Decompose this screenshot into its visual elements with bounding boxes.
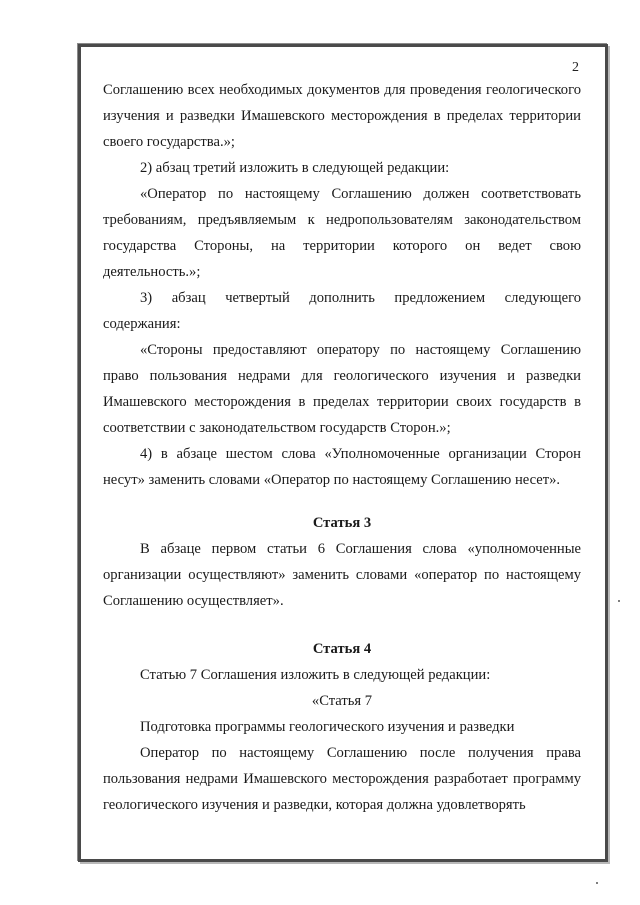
paragraph: Статью 7 Соглашения изложить в следующей редакции: [140, 667, 491, 683]
paragraph: В абзаце первом статьи 6 Соглашения слова «уполномоченные организации осуществляют» заменить словами «оператор по настоящему Соглашению осуществляет». [103, 541, 581, 609]
page-number: 2 [572, 60, 579, 75]
body-text [103, 77, 581, 493]
paragraph: «Оператор по настоящему Соглашению должен соответствовать требованиям, предъявляемым к недропользователям законодательством государства Стороны, на территории которого он ведет свою деятельность.»; [103, 186, 581, 280]
article-heading: Статья 4 [312, 641, 372, 657]
quoted-article-title: «Статья 7 [311, 693, 373, 709]
article-heading: Статья 3 [312, 515, 372, 531]
article-4-text [103, 662, 581, 818]
paragraph: 3) абзац четвертый дополнить предложением следующего содержания: [103, 290, 581, 332]
paragraph: 2) абзац третий изложить в следующей редакции: [140, 160, 450, 176]
paragraph: Оператор по настоящему Соглашению после получения права пользования недрами Имашевского месторождения разработает программу геологического изучения и разведки, которая должна удовлетворять [103, 745, 581, 813]
paragraph: «Стороны предоставляют оператору по настоящему Соглашению право пользования недрами для геологического изучения и разведки Имашевского месторождения в пределах территории своих государств в соответствии с законодательством государств Сторон.»; [103, 342, 581, 436]
paragraph: 4) в абзаце шестом слова «Уполномоченные организации Сторон несут» заменить словами «Оператор по настоящему Соглашению несет». [103, 446, 581, 488]
paragraph: Подготовка программы геологического изучения и разведки [140, 719, 515, 735]
paragraph: Соглашению всех необходимых документов для проведения геологического изучения и разведки Имашевского месторождения в пределах территории своего государства.»; [103, 82, 581, 150]
scan-speck [596, 882, 598, 884]
scan-speck [618, 600, 620, 602]
article-3-text [103, 536, 581, 614]
